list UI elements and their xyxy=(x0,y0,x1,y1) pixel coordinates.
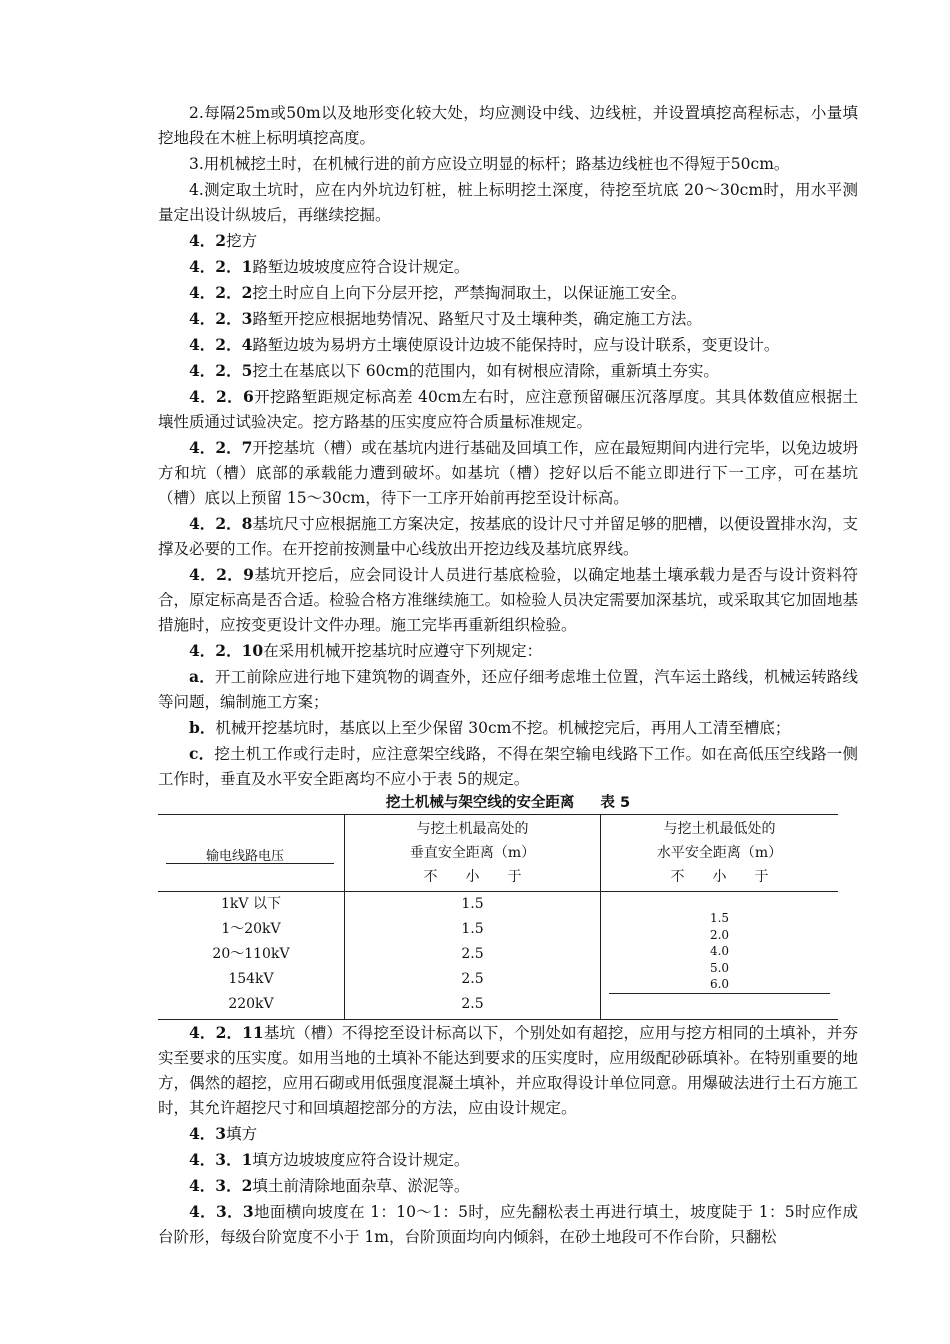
horizontal-values xyxy=(601,910,838,993)
clause: 4．2．11基坑（槽）不得挖至设计标高以下，个别处如有超挖，应用与挖方相同的土填补，并夯实至要求的压实度。如用当地的土填补不能达到要求的压实度时，应用级配砂砾填补。在特别重要的地方，偶然的超挖，应用石砌或用低强度混凝土填补，并应取得设计单位同意。用爆破法进行土石方施工时，其允许超挖尺寸和回填超挖部分的方法，应由设计规定。 xyxy=(158,1023,858,1117)
table-cell: 220kV xyxy=(228,996,274,1012)
horizontal-underline xyxy=(609,993,830,994)
voltage-column xyxy=(158,892,345,1020)
vertical-column xyxy=(345,892,601,1020)
table-cell: 2.0 xyxy=(709,927,730,942)
clause: 4．3．2填土前清除地面杂草、淤泥等。 xyxy=(189,1176,470,1195)
clause: 4．2．6开挖路堑距规定标高差 40cm左右时，应注意预留碾压沉落厚度。其具体数值应根据土壤性质通过试验决定。挖方路基的压实度应符合质量标准规定。 xyxy=(158,387,858,431)
table-cell: 1kV 以下 xyxy=(221,896,281,912)
header-voltage: 输电线路电压 xyxy=(158,815,345,892)
table-cell: 1.5 xyxy=(709,911,730,925)
section-heading: 4．2挖方 xyxy=(189,231,258,250)
list-item: a．开工前除应进行地下建筑物的调查外，还应仔细考虑堆土位置，汽车运土路线，机械运转路线等问题，编制施工方案； xyxy=(158,667,858,711)
paragraph: 3.用机械挖土时，在机械行进的前方应设立明显的标杆；路基边线桩也不得短于50cm。 xyxy=(189,155,790,173)
paragraph: 2.每隔25m或50m以及地形变化较大处，均应测设中线、边线桩，并设置填挖高程标志，小量填挖地段在木桩上标明填挖高度。 xyxy=(158,104,858,147)
table-cell: 2.5 xyxy=(461,971,484,987)
header-underline xyxy=(166,863,334,864)
clause: 4．2．7开挖基坑（槽）或在基坑内进行基础及回填工作，应在最短期间内进行完毕，以免边坡坍方和坑（槽）底部的承载能力遭到破坏。如基坑（槽）挖好以后不能立即进行下一工序，可在基坑（槽）底以上预留 15～30cm，待下一工序开始前再挖至设计标高。 xyxy=(158,438,858,507)
table-header-row xyxy=(158,815,838,892)
horizontal-column xyxy=(601,892,839,1020)
table-number: 表 5 xyxy=(600,795,631,811)
clause: 4．2．9基坑开挖后，应会同设计人员进行基底检验，以确定地基土壤承载力是否与设计资料符合，原定标高是否合适。检验合格方准继续施工。如检验人员决定需要加深基坑，或采取其它加固地基措施时，应按变更设计文件办理。施工完毕再重新组织检验。 xyxy=(158,565,858,634)
table-cell: 2.5 xyxy=(461,996,484,1012)
paragraphs-top xyxy=(158,100,858,792)
paragraphs-bottom xyxy=(158,1020,858,1250)
table-title: 挖土机械与架空线的安全距离 xyxy=(385,795,575,811)
document-page xyxy=(158,100,858,1250)
table-caption xyxy=(158,792,858,814)
table-cell: 5.0 xyxy=(709,960,730,975)
clause: 4．2．5挖土在基底以下 60cm的范围内，如有树根应清除，重新填土夯实。 xyxy=(189,361,719,380)
table-body-row xyxy=(158,892,838,1020)
header-horizontal: 与挖土机最低处的 水平安全距离（m） 不 小 于 xyxy=(601,815,839,892)
list-item: b．机械开挖基坑时，基底以上至少保留 30cm不挖。机械挖完后，再用人工清至槽底； xyxy=(189,718,791,737)
section-heading: 4．3填方 xyxy=(189,1124,258,1143)
table-cell: 1.5 xyxy=(461,921,484,937)
table-cell: 1～20kV xyxy=(221,921,281,937)
paragraph: 4.测定取土坑时，应在内外坑边钉桩，桩上标明挖土深度，待挖至坑底 20～30cm时，用水平测量定出设计纵坡后，再继续挖掘。 xyxy=(158,181,858,224)
clause: 4．3．1填方边坡坡度应符合设计规定。 xyxy=(189,1150,470,1169)
clause: 4．2．2挖土时应自上向下分层开挖，严禁掏洞取土，以保证施工安全。 xyxy=(189,283,687,302)
clause: 4．2．4路堑边坡为易坍方土壤使原设计边坡不能保持时，应与设计联系，变更设计。 xyxy=(189,335,780,354)
clause: 4．2．10在采用机械开挖基坑时应遵守下列规定： xyxy=(189,641,543,660)
table-cell: 154kV xyxy=(228,971,274,987)
clause: 4．2．8基坑尺寸应根据施工方案决定，按基底的设计尺寸并留足够的肥槽，以便设置排水沟，支撑及必要的工作。在开挖前按测量中心线放出开挖边线及基坑底界线。 xyxy=(158,514,858,558)
table-cell: 6.0 xyxy=(709,977,730,991)
list-item: c．挖土机工作或行走时，应注意架空线路，不得在架空输电线路下工作。如在高低压空线路一侧工作时，垂直及水平安全距离均不应小于表 5的规定。 xyxy=(158,744,858,788)
safety-distance-table xyxy=(158,814,838,1020)
table-cell: 20～110kV xyxy=(212,946,290,962)
table-cell: 2.5 xyxy=(461,946,484,962)
table-cell: 4.0 xyxy=(709,944,730,958)
clause: 4．3．3地面横向坡度在 1：10～1：5时，应先翻松表土再进行填土，坡度陡于 1：5时应作成台阶形，每级台阶宽度不小于 1m，台阶顶面均向内倾斜，在砂土地段可不作台阶，只翻松 xyxy=(158,1202,859,1246)
header-vertical: 与挖土机最高处的 垂直安全距离（m） 不 小 于 xyxy=(345,815,601,892)
clause: 4．2．1路堑边坡坡度应符合设计规定。 xyxy=(189,257,470,276)
clause: 4．2．3路堑开挖应根据地势情况、路堑尺寸及土壤种类，确定施工方法。 xyxy=(189,309,702,328)
table-cell: 1.5 xyxy=(461,896,484,912)
